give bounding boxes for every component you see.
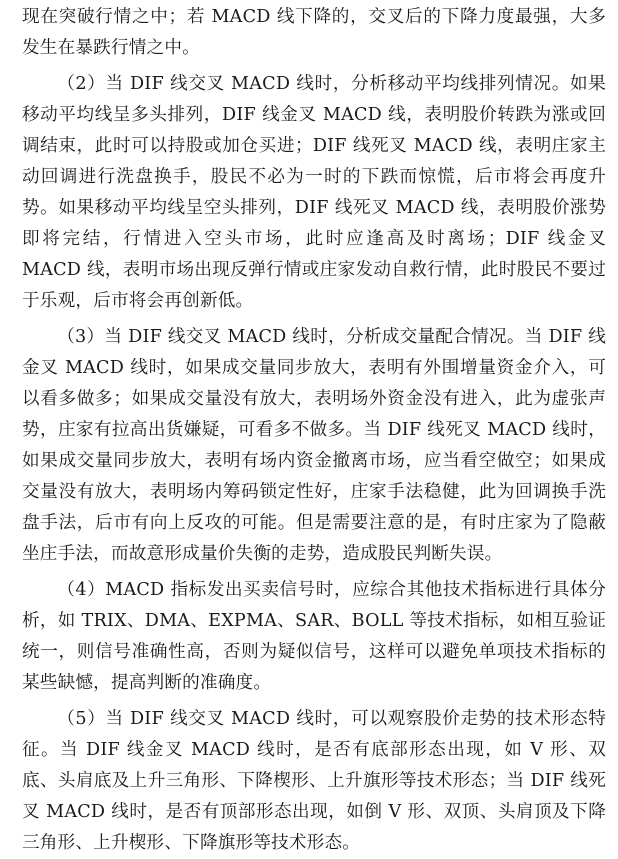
paragraph-3-volume: （3）当 DIF 线交叉 MACD 线时，分析成交量配合情况。当 DIF 线金叉 MACD 线时，如果成交量同步放大，表明有外围增量资金介入，可以看多做多；如果成交量没有放大，表明场外资金没有进入，此为虚张声势，庄家有拉高出货嫌疑，可看多不做多。当 DIF 线死叉 MACD 线时，如果成交量同步放大，表明有场内资金撤离市场，应当看空做空；如果成交量没有放大，表明场内筹码锁定性好，庄家手法稳健，此为回调换手洗盘手法，后市有向上反攻的可能。但是需要注意的是，有时庄家为了隐蔽坐庄手法，而故意形成量价失衡的走势，造成股民判断失误。 bbox=[22, 327, 606, 564]
paragraph-4-other-indicators: （4）MACD 指标发出买卖信号时，应综合其他技术指标进行具体分析，如 TRIX、DMA、EXPMA、SAR、BOLL 等技术指标，如相互验证统一，则信号准确性高，否则为疑似信号，这样可以避免单项技术指标的某些缺憾，提高判断的准确度。 bbox=[22, 580, 606, 693]
paragraph-5-chart-patterns: （5）当 DIF 线交叉 MACD 线时，可以观察股价走势的技术形态特征。当 DIF 线金叉 MACD 线时，是否有底部形态出现，如 V 形、双底、头肩底及上升三角形、下降楔形、上升旗形等技术形态；当 DIF 线死叉 MACD 线时，是否有顶部形态出现，如倒 V 形、双顶、头肩顶及下降三角形、上升楔形、下降旗形等技术形态。 bbox=[22, 709, 606, 853]
paragraph-continuation: 现在突破行情之中；若 MACD 线下降的，交叉后的下降力度最强，大多发生在暴跌行情之中。 bbox=[22, 7, 606, 58]
paragraph-2-moving-average: （2）当 DIF 线交叉 MACD 线时，分析移动平均线排列情况。如果移动平均线呈多头排列，DIF 线金叉 MACD 线，表明股价转跌为涨或回调结束，此时可以持股或加仓买进；DIF 线死叉 MACD 线，表明庄家主动回调进行洗盘换手，股民不必为一时的下跌而惊慌，后市将会再度升势。如果移动平均线呈空头排列，DIF 线死叉 MACD 线，表明股价涨势即将完结，行情进入空头市场，此时应逢高及时离场；DIF 线金叉 MACD 线，表明市场出现反弹行情或庄家发动自救行情，此时股民不要过于乐观，后市将会再创新低。 bbox=[22, 74, 606, 311]
